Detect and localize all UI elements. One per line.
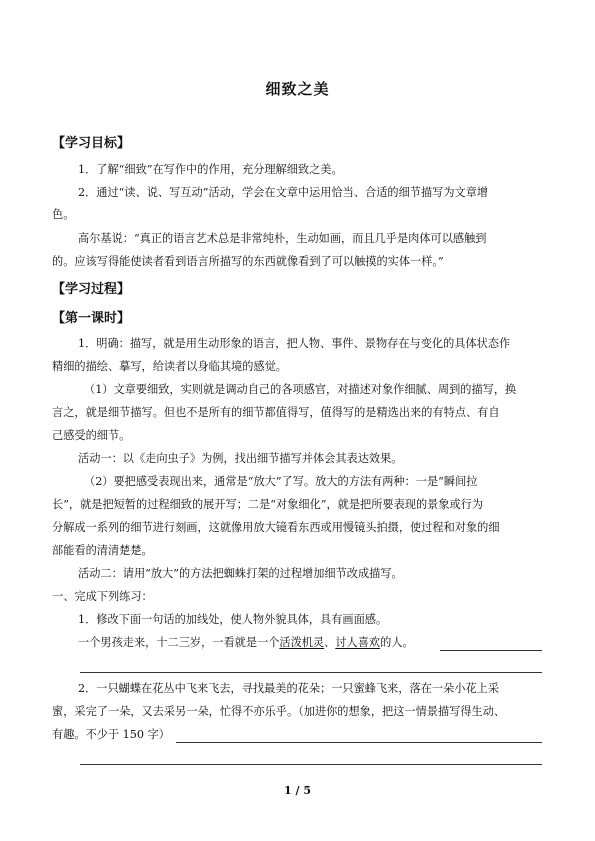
page-number: 1 / 5	[284, 784, 311, 797]
answer-line-2b[interactable]	[80, 764, 542, 765]
para-2-line-3: 己感受的细节。	[52, 429, 131, 442]
exercise-2-line-1: 2．一只蝴蝶在花丛中飞来飞去，寻找最美的花朵；一只蜜蜂飞来，落在一朵小花上采	[78, 682, 500, 695]
para-1-line-1: 1．明确：描写，就是用生动形象的语言，把人物、事件、景物存在与变化的具体状态作	[78, 337, 511, 350]
goal-1: 1．了解“细致”在写作中的作用，充分理解细致之美。	[78, 163, 343, 176]
exercise-2-line-2: 蜜，采完了一朵，又去采另一朵，忙得不亦乐乎。（加进你的想象，把这一情景描写得生动、	[52, 705, 506, 718]
goal-2-line-1: 2．通过“读、说、写互动”活动，学会在文章中运用恰当、合适的细节描写为文章增	[78, 186, 489, 199]
exercise-1-sentence-start: 一个男孩走来，十二三岁，一看就是一个	[78, 636, 280, 649]
answer-line-1a[interactable]	[440, 650, 542, 651]
goal-2-line-2: 色。	[52, 208, 75, 221]
underlined-phrase-2: 讨人喜欢	[335, 636, 381, 649]
exercise-1-separator: 、	[324, 636, 336, 649]
exercise-2-line-3: 有趣。不少于 150 字）	[52, 728, 170, 741]
exercise-1-sentence	[78, 636, 414, 650]
para-2-line-1: （1）文章要细致，实则就是调动自己的各项感官，对描述对象作细腻、周到的描写，换	[84, 383, 517, 396]
answer-line-2a[interactable]	[176, 742, 542, 743]
exercise-1-prompt: 1．修改下面一句话的加线处，使人物外貌具体，具有画面感。	[78, 613, 388, 626]
exercise-heading: 一、完成下列练习：	[52, 590, 153, 603]
para-2-line-2: 言之，就是细节描写。但也不是所有的细节都值得写，值得写的是精选出来的有特点、有自	[52, 406, 500, 419]
activity-1: 活动一：以《走向虫子》为例，找出细节描写并体会其表达效果。	[78, 452, 403, 465]
para-3-line-1: （2）要把感受表现出来，通常是“放大”了写。放大的方法有两种：一是“瞬间拉	[84, 475, 478, 488]
quote-line-1: 高尔基说：“真正的语言艺术总是非常纯朴，生动如画，而且几乎是肉体可以感触到	[78, 232, 487, 245]
answer-line-1b[interactable]	[80, 672, 542, 673]
activity-2: 活动二：请用“放大”的方法把蜘蛛打架的过程增加细节改成描写。	[78, 567, 403, 580]
quote-line-2: 的。应该写得能使读者看到语言所描写的东西就像看到了可以触摸的实体一样。”	[52, 255, 444, 268]
exercise-1-sentence-end: 的人。	[380, 636, 414, 649]
para-3-line-4: 部能看的清清楚楚。	[52, 544, 153, 557]
section-heading-lesson1: 【第一课时】	[52, 311, 131, 326]
para-3-line-2: 长”，就是把短暂的过程细致的展开写；二是“对象细化”，就是把所要表现的景象或行为	[52, 498, 484, 511]
para-1-line-2: 精细的描绘、摹写，给读者以身临其境的感觉。	[52, 360, 287, 373]
page-title: 细致之美	[265, 80, 330, 98]
para-3-line-3: 分解成一系列的细节进行刻画，这就像用放大镜看东西或用慢镜头拍摄，使过程和对象的细	[52, 521, 500, 534]
section-heading-goals: 【学习目标】	[52, 136, 131, 151]
section-heading-process: 【学习过程】	[52, 282, 131, 297]
underlined-phrase-1: 活泼机灵	[279, 636, 325, 649]
